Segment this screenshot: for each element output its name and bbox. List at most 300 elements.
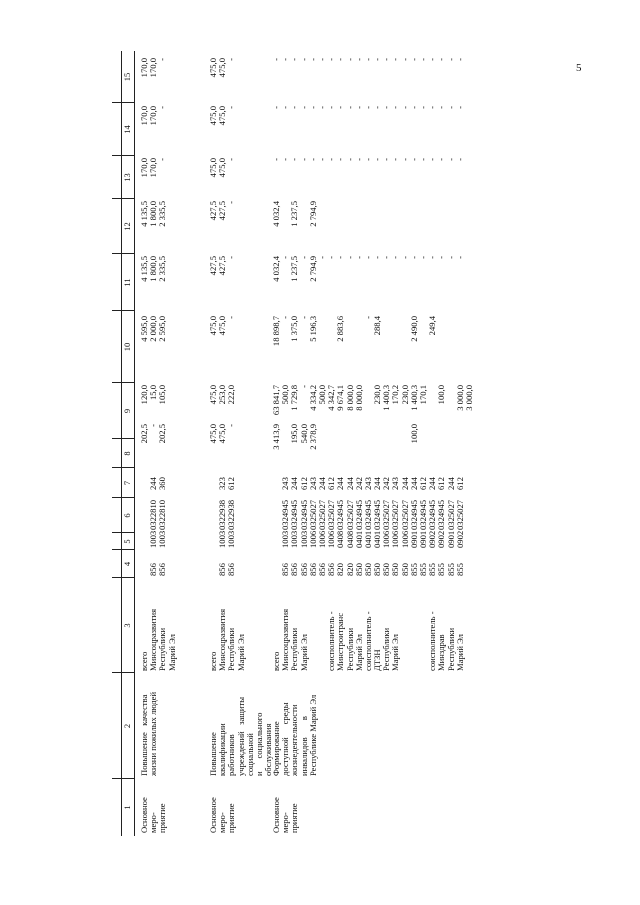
cell-value: - — [399, 256, 410, 259]
cell-value: 612 — [298, 477, 309, 490]
group-1-col1 — [140, 781, 168, 833]
cell-value: 0325027 — [316, 499, 327, 530]
cell-value: 244 — [399, 477, 410, 490]
cell-value: Основное — [139, 797, 149, 833]
cell-value: 475,0 — [208, 424, 218, 444]
cell-value: - — [390, 106, 401, 109]
cell-value: 230,0 — [372, 385, 383, 405]
cell-value: 1 400,3 — [381, 385, 392, 411]
cell-value: 0408 — [335, 530, 346, 548]
cell-value: 1 400,3 — [408, 385, 419, 411]
cell-value: - — [427, 256, 438, 259]
cell-value: - — [148, 424, 159, 427]
cell-value: 612 — [436, 477, 447, 490]
header-number-8: 8 — [122, 451, 132, 456]
cell-value — [373, 424, 382, 464]
cell-value: 2 883,6 — [335, 316, 346, 342]
cell-value: 3 413,9 — [271, 424, 281, 450]
cell-value: Минсоцразвития — [148, 608, 159, 671]
cell-value: - — [316, 158, 327, 161]
cell-value: - — [298, 158, 309, 161]
cell-value: 475,0 — [208, 316, 218, 336]
header-number-13: 13 — [122, 173, 132, 182]
cell-value: 850 — [353, 563, 364, 576]
cell-value: меро- — [280, 812, 291, 833]
cell-value: - — [381, 158, 392, 161]
cell-value: - — [298, 106, 309, 109]
cell-value: 850 — [381, 563, 392, 576]
cell-value — [336, 201, 345, 246]
cell-value: - — [418, 158, 428, 161]
cell-value — [419, 424, 428, 464]
cell-value: 0325027 — [390, 499, 401, 530]
group-3-c5 — [272, 528, 465, 548]
cell-value: - — [390, 58, 401, 61]
cell-value: 1 800,0 — [148, 256, 159, 282]
cell-value: - — [353, 58, 364, 61]
cell-value: - — [280, 106, 291, 109]
cell-value: 230,0 — [399, 385, 410, 405]
cell-value: 0322938 — [226, 499, 237, 530]
cell-value: - — [381, 106, 392, 109]
cell-value: - — [372, 106, 383, 109]
cell-value: 0408 — [344, 530, 355, 548]
cell-value: 0322810 — [157, 499, 168, 530]
cell-value: 244 — [316, 477, 327, 490]
cell-value: 244 — [408, 477, 419, 490]
cell-value: работников — [226, 734, 237, 776]
cell-value: - — [289, 106, 300, 109]
cell-value: 9 674,1 — [335, 385, 346, 411]
cell-value: социальной — [244, 733, 255, 776]
cell-value: 0322938 — [217, 499, 228, 530]
cell-value: 856 — [217, 563, 228, 576]
group-2-col3 — [209, 579, 246, 671]
cell-value: - — [362, 106, 373, 109]
cell-value: 0324945 — [280, 499, 291, 530]
cell-value: 243 — [390, 477, 401, 490]
cell-value: 0902 — [454, 530, 465, 548]
header-number-11: 11 — [122, 278, 132, 287]
cell-value: - — [298, 385, 309, 388]
cell-value: 856 — [316, 563, 327, 576]
cell-value: жизнедеятельности — [289, 704, 300, 776]
group-1-c5 — [140, 528, 168, 548]
cell-value: 242 — [353, 477, 364, 490]
cell-value: 856 — [157, 563, 168, 576]
cell-value: 855 — [454, 563, 465, 576]
cell-value: - — [326, 158, 337, 161]
cell-value: - — [427, 106, 438, 109]
cell-value — [401, 201, 410, 246]
cell-value — [318, 201, 327, 246]
cell-value — [309, 579, 318, 671]
cell-value: 170,0 — [148, 58, 159, 78]
cell-value — [327, 424, 336, 464]
cell-value: меро- — [217, 812, 228, 833]
group-2-c5 — [209, 528, 237, 548]
cell-value: Минсоцразвития — [217, 608, 228, 671]
group-1-c11 — [140, 256, 168, 301]
cell-value: - — [445, 58, 456, 61]
cell-value: Республики — [445, 627, 456, 671]
cell-value: 288,4 — [372, 316, 383, 336]
cell-value: 0901 — [445, 530, 456, 548]
cell-value — [364, 201, 373, 246]
cell-value: 170,0 — [148, 106, 159, 126]
cell-value: 1 237,5 — [289, 201, 300, 227]
cell-value: 820 — [335, 563, 346, 576]
header-number-1: 1 — [122, 805, 132, 810]
group-1-c15 — [140, 58, 168, 98]
cell-value: 475,0 — [208, 158, 218, 178]
cell-value: 0324945 — [408, 499, 419, 530]
group-1-c13 — [140, 158, 168, 196]
header-number-3: 3 — [122, 623, 132, 628]
cell-value: 244 — [335, 477, 346, 490]
cell-value: 475,0 — [217, 106, 228, 126]
cell-value: 2 490,0 — [408, 316, 419, 342]
cell-value — [391, 316, 400, 366]
group-1-c12 — [140, 201, 168, 246]
cell-value: 15,0 — [148, 385, 159, 401]
cell-value: 2 335,5 — [157, 201, 168, 227]
cell-value: 244 — [344, 477, 355, 490]
cell-value: 850 — [362, 563, 373, 576]
cell-value: 856 — [289, 563, 300, 576]
cell-value: Основное — [271, 797, 281, 833]
cell-value: 4 032,4 — [271, 201, 281, 227]
cell-value: инвалидов в — [298, 716, 309, 776]
cell-value — [391, 424, 400, 464]
cell-value: 856 — [298, 563, 309, 576]
cell-value: - — [399, 58, 410, 61]
cell-value: - — [372, 256, 383, 259]
cell-value — [364, 424, 373, 464]
group-2-c13 — [209, 158, 237, 196]
header-number-9: 9 — [122, 408, 132, 414]
col8-extra-value: 100,0 — [409, 424, 419, 444]
cell-value: 4 595,0 — [139, 316, 149, 342]
cell-value: 244 — [427, 477, 438, 490]
cell-value: соисполнитель - — [326, 611, 337, 671]
cell-value — [355, 316, 364, 366]
header-number-10: 10 — [122, 342, 132, 352]
cell-value: 0325027 — [381, 499, 392, 530]
cell-value — [456, 424, 465, 464]
cell-value: 0401 — [372, 530, 383, 548]
cell-value: 500,0 — [280, 385, 291, 405]
cell-value: - — [353, 106, 364, 109]
cell-value: 475,0 — [217, 316, 228, 336]
cell-value: - — [445, 106, 456, 109]
cell-value: приятие — [226, 803, 237, 833]
cell-value: Марий Эл — [235, 634, 246, 671]
cell-value: - — [372, 158, 383, 161]
cell-value: всего — [208, 651, 218, 671]
cell-value: 427,5 — [217, 201, 228, 221]
group-3-col3 — [272, 579, 465, 671]
group-3-col1 — [272, 781, 300, 833]
cell-value: - — [344, 256, 355, 259]
cell-value: 0901 — [418, 530, 428, 548]
cell-value: 1006 — [316, 530, 327, 548]
cell-value — [437, 316, 446, 366]
cell-value: - — [454, 106, 465, 109]
cell-value: - — [298, 58, 309, 61]
cell-value: 1006 — [307, 530, 318, 548]
header-number-4: 4 — [122, 561, 132, 567]
cell-value: всего — [271, 651, 281, 671]
cell-value: - — [271, 58, 281, 61]
cell-value — [437, 201, 446, 246]
cell-value — [346, 201, 355, 246]
cell-value — [428, 201, 437, 246]
cell-value: 0901 — [408, 530, 419, 548]
cell-value: - — [289, 158, 300, 161]
cell-value — [318, 424, 327, 464]
cell-value: всего — [139, 651, 149, 671]
cell-value: 850 — [399, 563, 410, 576]
cell-value: 3 000,0 — [454, 385, 465, 411]
group-2-c14 — [209, 106, 237, 146]
cell-value: 0902 — [427, 530, 438, 548]
cell-value — [447, 424, 456, 464]
cell-value: 0324945 — [362, 499, 373, 530]
cell-value: 612 — [226, 477, 237, 490]
cell-value: - — [271, 106, 281, 109]
cell-value: 8 000,0 — [344, 385, 355, 411]
cell-value: Республики — [381, 627, 392, 671]
cell-value: 170,0 — [148, 158, 159, 178]
cell-value: 475,0 — [217, 424, 228, 444]
cell-value: 4 032,4 — [271, 256, 281, 282]
group-1-c9 — [140, 385, 168, 421]
cell-value: - — [418, 58, 428, 61]
cell-value — [447, 316, 456, 366]
group-2-c12 — [209, 201, 237, 246]
cell-value: 540,0 — [298, 424, 309, 444]
cell-value: - — [226, 158, 237, 161]
cell-value: 0325027 — [454, 499, 465, 530]
cell-value: 612 — [454, 477, 465, 490]
cell-value: 4 334,2 — [307, 385, 318, 411]
cell-value: Марий Эл — [166, 634, 177, 671]
cell-value — [318, 316, 327, 366]
cell-value: - — [316, 106, 327, 109]
cell-value: Повышение — [208, 732, 218, 776]
cell-value — [428, 424, 437, 464]
cell-value: 855 — [418, 563, 428, 576]
cell-value: 1006 — [326, 530, 337, 548]
cell-value: - — [399, 158, 410, 161]
cell-value: Марий Эл — [454, 634, 465, 671]
cell-value: - — [298, 256, 309, 259]
cell-value: - — [280, 158, 291, 161]
cell-value: - — [353, 158, 364, 161]
cell-value: 0324945 — [353, 499, 364, 530]
cell-value: 1006 — [381, 530, 392, 548]
cell-value — [410, 579, 419, 671]
cell-value: - — [445, 256, 456, 259]
cell-value: 202,5 — [139, 424, 149, 444]
group-2-c11 — [209, 256, 237, 301]
cell-value: 253,0 — [217, 385, 228, 405]
cell-value: - — [381, 58, 392, 61]
cell-value: 4 135,5 — [139, 201, 149, 227]
header-number-7: 7 — [122, 480, 132, 486]
cell-value: 1003 — [280, 530, 291, 548]
cell-value: - — [418, 106, 428, 109]
cell-value: - — [335, 256, 346, 259]
group-2-col1 — [209, 781, 237, 833]
cell-value: - — [335, 106, 346, 109]
cell-value: 2 335,5 — [157, 256, 168, 282]
cell-value: соисполнитель - — [362, 611, 373, 671]
cell-value: 0324945 — [436, 499, 447, 530]
cell-value: 1003 — [217, 530, 228, 548]
cell-value: учреждений защиты — [235, 696, 246, 776]
cell-value: 1003 — [226, 530, 237, 548]
cell-value: - — [445, 158, 456, 161]
cell-value: 856 — [307, 563, 318, 576]
cell-value: - — [408, 58, 419, 61]
group-3-c13 — [272, 158, 465, 196]
group-1-col3 — [140, 579, 177, 671]
cell-value: - — [326, 106, 337, 109]
cell-value: 100,0 — [436, 385, 447, 405]
cell-value: Республике Марий Эл — [307, 694, 318, 776]
cell-value — [391, 201, 400, 246]
cell-value: Формирование — [271, 721, 281, 776]
cell-value: 855 — [445, 563, 456, 576]
cell-value: 0324945 — [418, 499, 428, 530]
cell-value: 427,5 — [217, 256, 228, 276]
cell-value: 427,5 — [208, 256, 218, 276]
cell-value: - — [335, 58, 346, 61]
cell-value: 63 841,7 — [271, 385, 281, 416]
cell-value: 120,0 — [139, 385, 149, 405]
cell-value — [336, 424, 345, 464]
cell-value: - — [362, 316, 373, 319]
group-2-c6 — [209, 496, 237, 530]
cell-value: - — [289, 58, 300, 61]
group-2-c8 — [209, 424, 237, 464]
cell-value: - — [408, 256, 419, 259]
cell-value — [410, 201, 419, 246]
cell-value: 0325027 — [326, 499, 337, 530]
cell-value: 0325027 — [344, 499, 355, 530]
cell-value: 243 — [307, 477, 318, 490]
cell-value: 856 — [280, 563, 291, 576]
cell-value: 475,0 — [208, 58, 218, 78]
cell-value: 8 000,0 — [353, 385, 364, 411]
cell-value: - — [226, 316, 237, 319]
group-2-c15 — [209, 58, 237, 98]
cell-value: 0324945 — [289, 499, 300, 530]
cell-value — [437, 424, 446, 464]
header-number-2: 2 — [122, 723, 132, 729]
cell-value: 0902 — [436, 530, 447, 548]
cell-value: 170,0 — [139, 106, 149, 126]
group-1-col2 — [140, 676, 158, 776]
cell-value — [373, 201, 382, 246]
cell-value: 500,0 — [316, 385, 327, 405]
cell-value: - — [157, 58, 168, 61]
cell-value: - — [436, 106, 447, 109]
cell-value: 1003 — [289, 530, 300, 548]
cell-value: 244 — [148, 477, 159, 490]
header-number-15: 15 — [122, 72, 132, 82]
cell-value: 0325027 — [307, 499, 318, 530]
cell-value: ДТЗН — [372, 649, 383, 671]
cell-value: Марий Эл — [353, 634, 364, 671]
cell-value: - — [390, 158, 401, 161]
cell-value: - — [316, 256, 327, 259]
cell-value: - — [399, 106, 410, 109]
cell-value — [382, 424, 391, 464]
cell-value — [346, 316, 355, 366]
cell-value: 18 898,7 — [271, 316, 281, 347]
group-3-c6 — [272, 496, 465, 530]
cell-value: 244 — [445, 477, 456, 490]
cell-value: 2 794,9 — [307, 256, 318, 282]
cell-value: 4 135,5 — [139, 256, 149, 282]
group-3-c8 — [272, 424, 465, 464]
cell-value: 856 — [326, 563, 337, 576]
cell-value — [355, 201, 364, 246]
cell-value: - — [362, 158, 373, 161]
cell-value: 475,0 — [208, 106, 218, 126]
cell-value: 360 — [157, 477, 168, 490]
cell-value: Республики — [289, 627, 300, 671]
cell-value: - — [427, 58, 438, 61]
cell-value — [346, 424, 355, 464]
cell-value: - — [454, 158, 465, 161]
cell-value: Минсоцразвития — [280, 608, 291, 671]
cell-value — [401, 579, 410, 671]
cell-value: - — [226, 256, 237, 259]
cell-value: - — [372, 58, 383, 61]
cell-value: Минстроитранс — [335, 612, 346, 671]
table-rule-header — [134, 51, 135, 836]
table-rule-top — [121, 51, 122, 836]
cell-value — [327, 201, 336, 246]
group-3-c4 — [272, 552, 465, 576]
cell-value: - — [271, 158, 281, 161]
cell-value: 5 196,3 — [307, 316, 318, 342]
cell-value: - — [307, 58, 318, 61]
cell-value: 0324945 — [298, 499, 309, 530]
cell-value: 170,0 — [139, 158, 149, 178]
cell-value: - — [381, 256, 392, 259]
cell-value: 1 729,8 — [289, 385, 300, 411]
cell-value: 105,0 — [157, 385, 168, 405]
cell-value: 856 — [148, 563, 159, 576]
cell-value: 475,0 — [208, 385, 218, 405]
cell-value: приятие — [289, 803, 300, 833]
cell-value: Марий Эл — [298, 634, 309, 671]
cell-value: - — [344, 58, 355, 61]
cell-value: - — [353, 256, 364, 259]
cell-value: 244 — [289, 477, 300, 490]
cell-value: Основное — [208, 797, 218, 833]
cell-value: квалификации — [217, 723, 228, 776]
cell-value: 850 — [372, 563, 383, 576]
cell-value: Повышение качества — [139, 694, 149, 776]
cell-value: 0324945 — [427, 499, 438, 530]
cell-value: - — [335, 158, 346, 161]
